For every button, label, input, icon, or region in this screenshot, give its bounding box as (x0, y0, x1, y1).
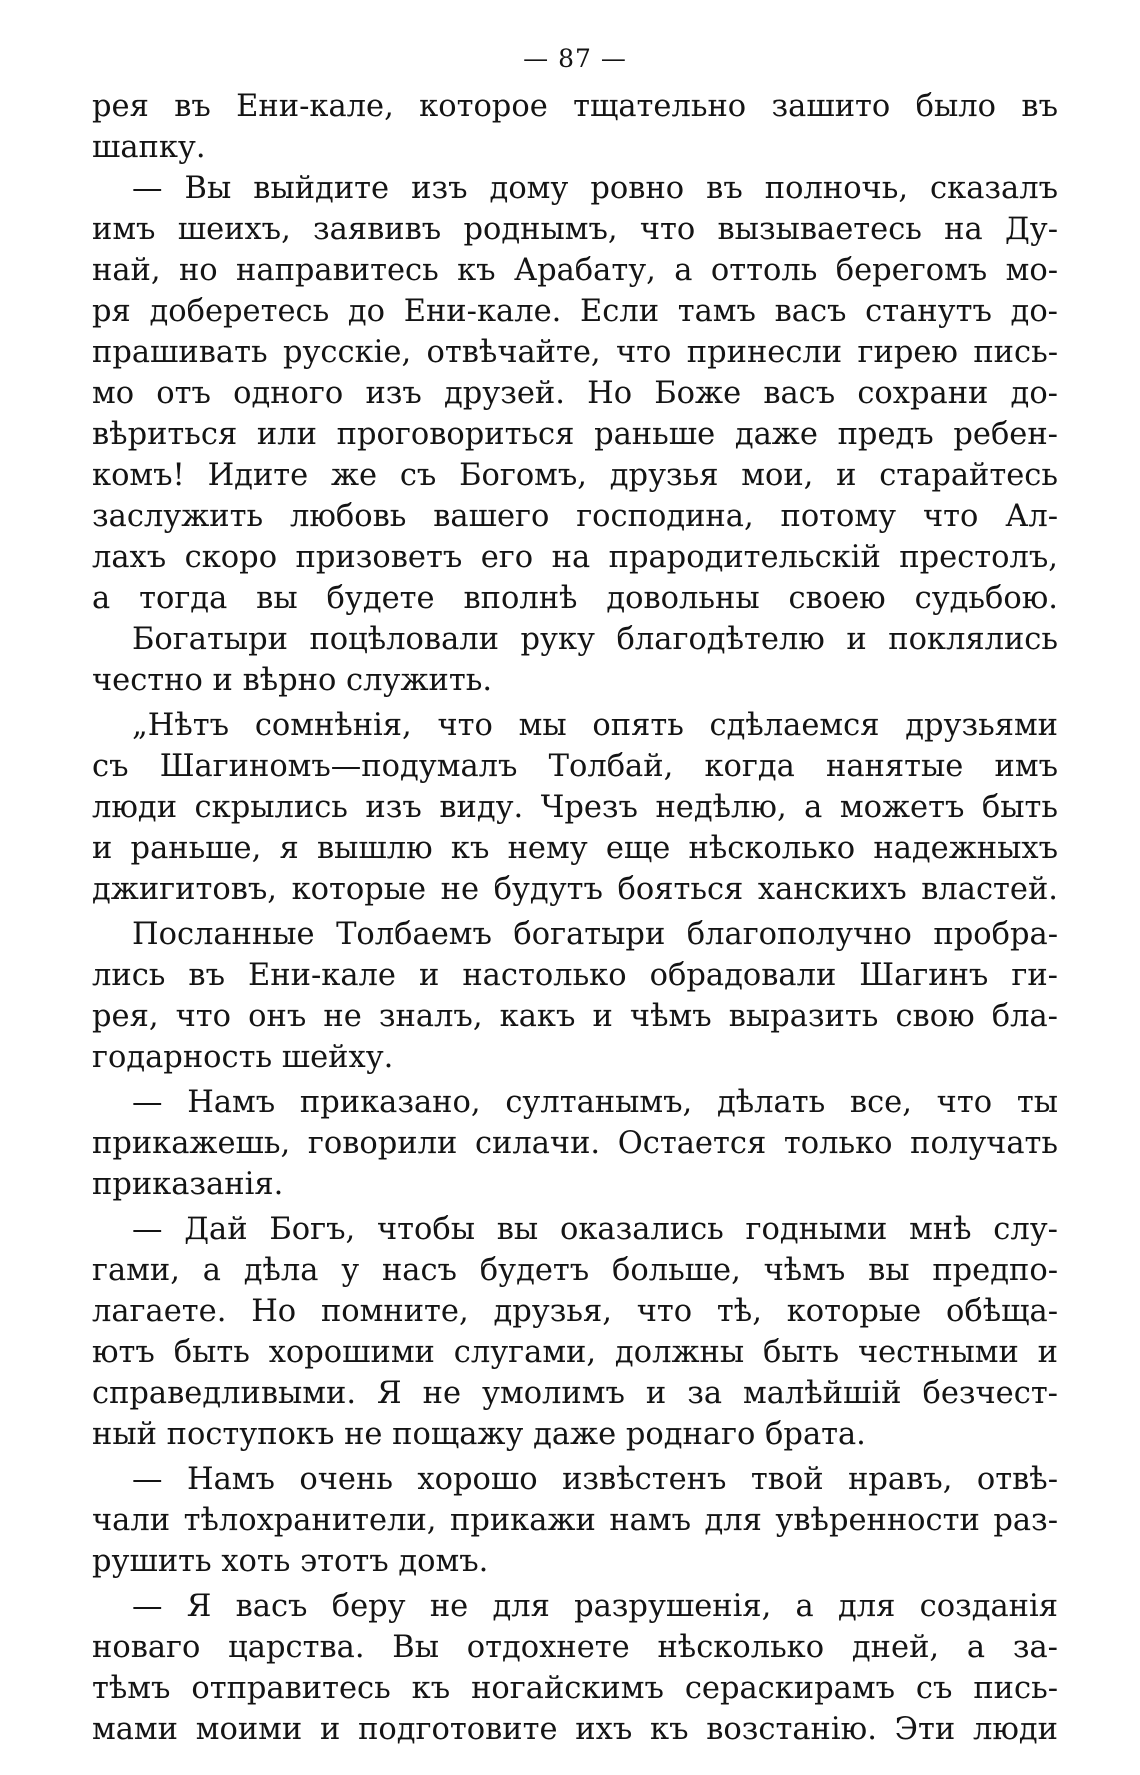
text-line: рея, что онъ не зналъ, какъ и чѣмъ выразить свою бла- (92, 999, 1058, 1034)
text-line: шапку. (92, 130, 206, 165)
text-line: а тогда вы будете вполнѣ довольны своею судьбою. (92, 581, 1058, 616)
text-line: Богатыри поцѣловали руку благодѣтелю и поклялись (132, 622, 1058, 657)
text-line: рея въ Ени-кале, которое тщательно зашито было въ (92, 89, 1058, 124)
text-line: — Дай Богъ, чтобы вы оказались годными мнѣ слу- (132, 1212, 1058, 1247)
text-line: ютъ быть хорошими слугами, должны быть честными и (92, 1335, 1058, 1370)
text-line: ный поступокъ не пощажу даже роднаго брата. (92, 1417, 866, 1452)
text-line: гами, а дѣла у насъ будетъ больше, чѣмъ вы предпо- (92, 1253, 1058, 1288)
text-line: Посланные Толбаемъ богатыри благополучно пробра- (132, 917, 1058, 952)
text-line: новаго царства. Вы отдохнете нѣсколько дней, а за- (92, 1630, 1058, 1665)
book-page (92, 44, 1058, 1750)
page-text (92, 86, 1058, 1750)
text-line: съ Шагиномъ—подумалъ Толбай, когда нанятые имъ (92, 749, 1058, 784)
text-line: — Намъ приказано, султанымъ, дѣлать все, что ты (132, 1085, 1058, 1120)
text-line: рушить хоть этотъ домъ. (92, 1544, 489, 1579)
text-line: мами моими и подготовите ихъ къ возстанію. Эти люди (92, 1712, 1058, 1747)
text-line: — Вы выйдите изъ дому ровно въ полночь, сказалъ (132, 171, 1058, 206)
text-line: лись въ Ени-кале и настолько обрадовали Шагинъ ги- (92, 958, 1058, 993)
text-line: имъ шеихъ, заявивъ роднымъ, что вызываетесь на Ду- (92, 212, 1058, 247)
text-line: прикажешь, говорили силачи. Остается только получать (92, 1126, 1058, 1161)
text-line: годарность шейху. (92, 1040, 394, 1075)
page-number: — 87 — (523, 44, 627, 73)
text-line: мо отъ одного изъ друзей. Но Боже васъ сохрани до- (92, 376, 1058, 411)
text-line: „Нѣтъ сомнѣнія, что мы опять сдѣлаемся друзьями (132, 708, 1058, 743)
text-line: джигитовъ, которые не будутъ бояться ханскихъ властей. (92, 872, 1058, 907)
text-line: — Намъ очень хорошо извѣстенъ твой нравъ, отвѣ- (132, 1462, 1058, 1497)
text-line: комъ! Идите же съ Богомъ, друзья мои, и старайтесь (92, 458, 1058, 493)
text-line: лагаете. Но помните, друзья, что тѣ, которые обѣща- (92, 1294, 1058, 1329)
text-line: вѣриться или проговориться раньше даже предъ ребен- (92, 417, 1058, 452)
text-line: чали тѣлохранители, прикажи намъ для увѣренности раз- (92, 1503, 1058, 1538)
text-line: справедливыми. Я не умолимъ и за малѣйшій безчест- (92, 1376, 1058, 1411)
text-line: приказанія. (92, 1167, 284, 1202)
text-line: честно и вѣрно служить. (92, 663, 493, 698)
text-line: лахъ скоро призоветъ его на прародительскій престолъ, (92, 540, 1058, 575)
text-line: прашивать русскіе, отвѣчайте, что принесли гирею пись- (92, 335, 1058, 370)
text-line: тѣмъ отправитесь къ ногайскимъ сераскирамъ съ пись- (92, 1671, 1058, 1706)
text-line: ря доберетесь до Ени-кале. Если тамъ васъ станутъ до- (92, 294, 1058, 329)
text-line: — Я васъ беру не для разрушенія, а для созданія (132, 1589, 1058, 1624)
text-line: и раньше, я вышлю къ нему еще нѣсколько надежныхъ (92, 831, 1058, 866)
text-line: заслужить любовь вашего господина, потому что Ал- (92, 499, 1058, 534)
text-line: най, но направитесь къ Арабату, а оттоль берегомъ мо- (92, 253, 1058, 288)
text-line: люди скрылись изъ виду. Чрезъ недѣлю, а можетъ быть (92, 790, 1058, 825)
